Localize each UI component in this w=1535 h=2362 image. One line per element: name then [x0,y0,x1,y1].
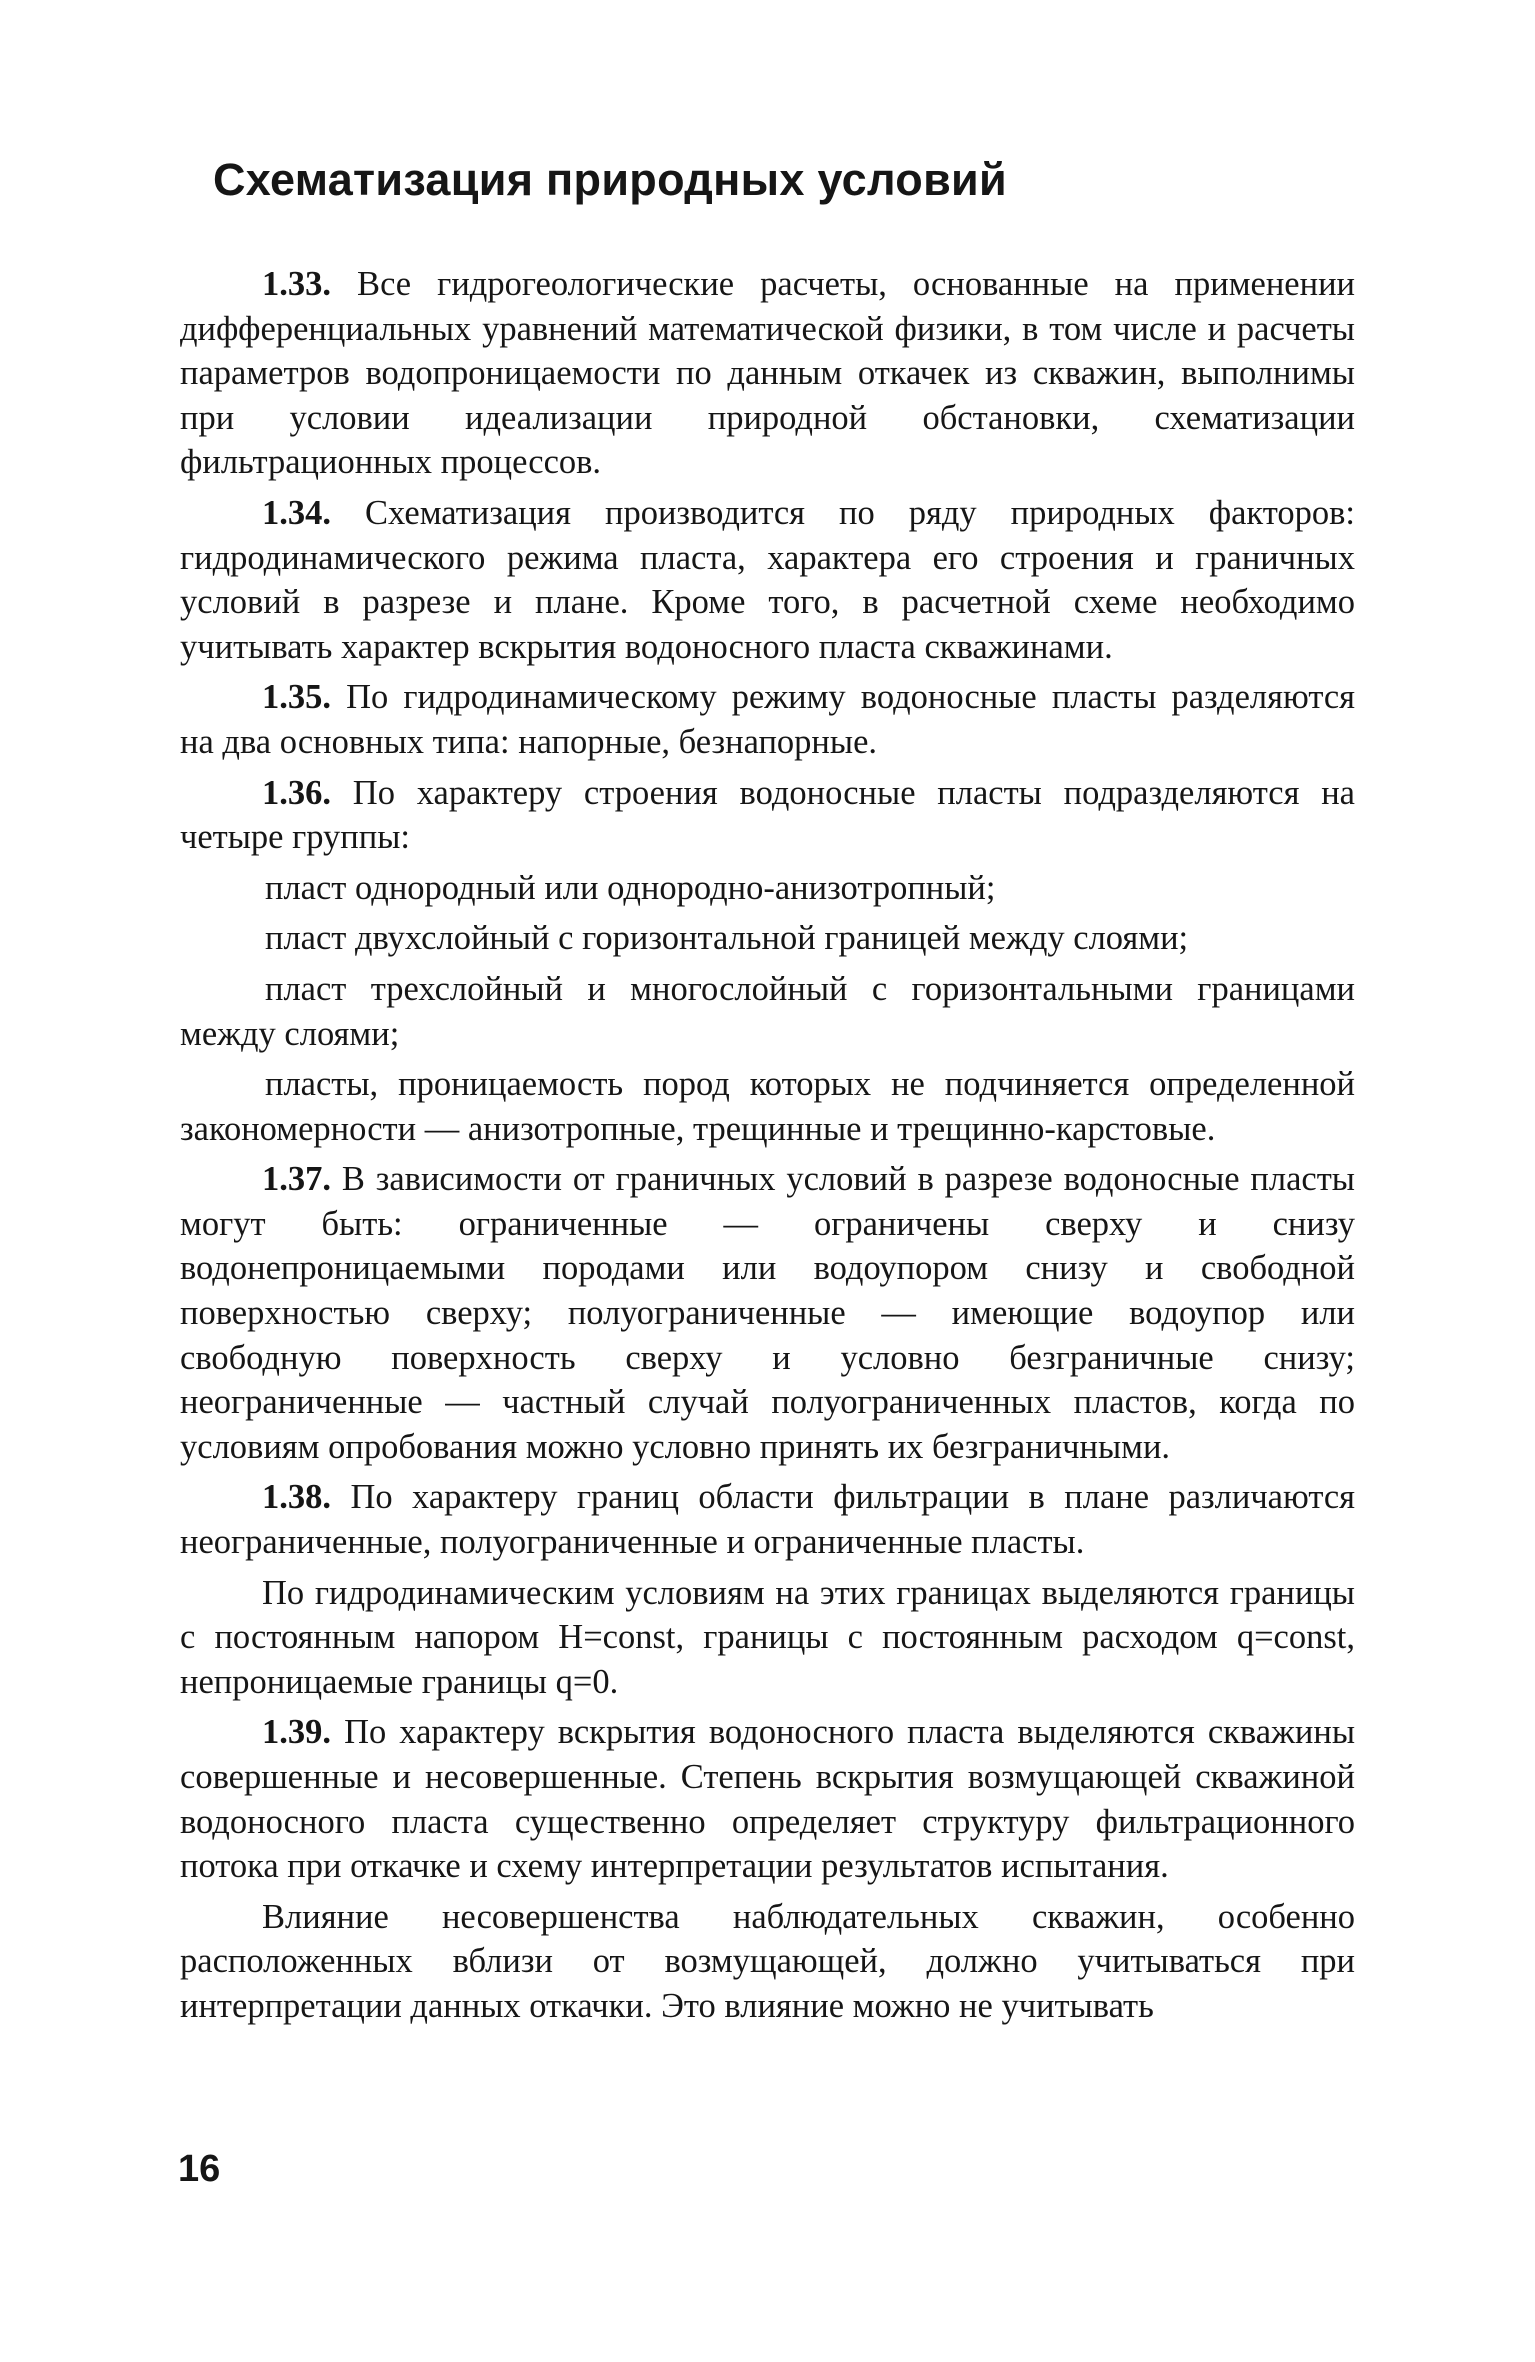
list-item-anisotropic [180,1062,1355,1151]
paragraph-text: пласт однородный или однородно-анизотропный; [265,868,996,907]
paragraph-1-37 [180,1157,1355,1469]
paragraph-text: пласт трехслойный и многослойный с горизонтальными границами между слоями; [180,969,1355,1053]
clause-number: 1.38. [262,1478,331,1517]
section-heading: Схематизация природных условий [213,154,1007,205]
paragraph-text: Схематизация производится по ряду природных факторов: гидродинамического режима пласта, характера его строения и граничных условий в разрезе и плане. Кроме того, в расчетной схеме необходимо учитывать характер вскрытия водоносного пласта скважинами. [180,493,1355,666]
paragraph-1-39 [180,1710,1355,1888]
paragraph-text: В зависимости от граничных условий в разрезе водоносные пласты могут быть: ограниченные — ограничены сверху и снизу водонепроницаемыми породами или водоупором снизу и свободной поверхностью сверху; полуограниченные — имеющие водоупор или свободную поверхность сверху и условно безграничные снизу; неограниченные — частный случай полуограниченных пластов, когда по условиям опробования можно условно принять их безграничными. [180,1160,1355,1466]
paragraph-1-33 [180,262,1355,485]
paragraph-boundary-conditions [180,1571,1355,1705]
list-item-multi-layer [180,967,1355,1056]
paragraph-text: пласты, проницаемость пород которых не подчиняется определенной закономерности — анизотропные, трещинные и трещинно-карстовые. [180,1065,1355,1148]
paragraph-1-38 [180,1475,1355,1564]
paragraph-observation-wells [180,1895,1355,2029]
list-item-two-layer [180,916,1355,961]
paragraph-1-35 [180,675,1355,764]
paragraph-text: По характеру границ области фильтрации в плане различаются неограниченные, полуограниченные и ограниченные пласты. [180,1478,1355,1562]
clause-number: 1.37. [262,1160,331,1199]
clause-number: 1.36. [262,773,331,812]
page-number: 16 [178,2148,221,2190]
page-body [180,150,1355,2035]
clause-number: 1.33. [262,265,331,303]
clause-number: 1.34. [262,493,331,532]
paragraph-text: По гидродинамическим условиям на этих границах выделяются границы с постоянным напором H=const, границы с постоянным расходом q=const, непроницаемые границы q=0. [180,1573,1355,1701]
paragraph-text: По гидродинамическому режиму водоносные пласты разделяются на два основных типа: напорные, безнапорные. [180,678,1355,761]
paragraph-1-34 [180,491,1355,669]
clause-number: 1.35. [262,678,331,717]
paragraph-text: пласт двухслойный с горизонтальной границей между слоями; [265,919,1189,958]
paragraph-text: По характеру строения водоносные пласты подразделяются на четыре группы: [180,773,1355,857]
paragraph-text: По характеру вскрытия водоносного пласта выделяются скважины совершенные и несовершенные. Степень вскрытия возмущающей скважиной водоносного пласта существенно определяет структуру фильтрационного потока при откачке и схему интерпретации результатов испытания. [180,1713,1355,1886]
clause-number: 1.39. [262,1713,331,1752]
paragraph-text: Влияние несовершенства наблюдательных скважин, особенно расположенных вблизи от возмущающей, должно учитываться при интерпретации данных откачки. Это влияние можно не учитывать [180,1897,1355,2025]
list-item-homogeneous [180,866,1355,911]
paragraph-text: Все гидрогеологические расчеты, основанные на применении дифференциальных уравнений математической физики, в том числе и расчеты параметров водопроницаемости по данным откачек из скважин, выполнимы при условии идеализации природной обстановки, схематизации фильтрационных процессов. [180,265,1355,482]
paragraph-1-36 [180,771,1355,860]
